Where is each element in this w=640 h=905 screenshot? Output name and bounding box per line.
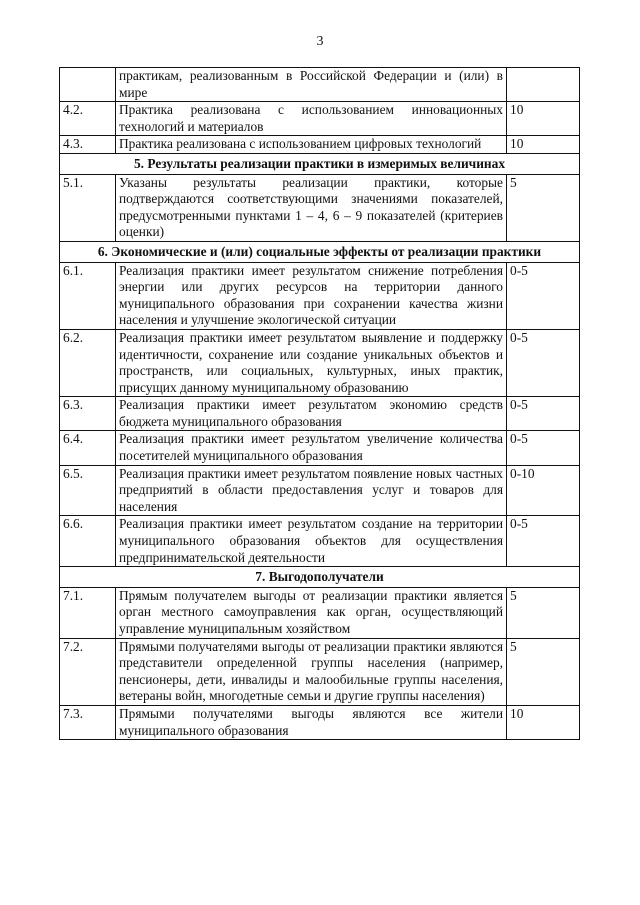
section-title: 5. Результаты реализации практики в измеримых величинах [60,153,580,174]
section-header-row [60,241,580,262]
item-text: Прямым получателем выгоды от реализации практики является орган местного самоуправления как орган, осуществляющий управление муниципальным хозяйством [116,587,507,638]
item-score: 5 [507,638,580,705]
criteria-row [60,329,580,396]
criteria-row [60,516,580,567]
item-number: 4.3. [60,136,116,154]
item-text: Прямыми получателями выгоды являются все жители муниципального образования [116,705,507,739]
item-number: 7.1. [60,587,116,638]
item-number: 7.3. [60,705,116,739]
item-score: 0-5 [507,397,580,431]
item-text: Указаны результаты реализации практики, которые подтверждаются соответствующими значениями показателей, предусмотренными пунктами 1 – 4, 6 – 9 показателей (критериев оценки) [116,174,507,241]
item-score: 0-5 [507,329,580,396]
item-score: 0-5 [507,262,580,329]
section-header-row [60,567,580,588]
criteria-row [60,174,580,241]
section-header-row [60,153,580,174]
criteria-row [60,136,580,154]
item-number: 6.1. [60,262,116,329]
item-score: 0-5 [507,516,580,567]
item-number: 7.2. [60,638,116,705]
item-text: Реализация практики имеет результатом экономию средств бюджета муниципального образования [116,397,507,431]
item-score: 5 [507,174,580,241]
criteria-table [59,67,580,740]
item-number: 4.2. [60,102,116,136]
section-title: 6. Экономические и (или) социальные эффекты от реализации практики [60,241,580,262]
item-number: 6.6. [60,516,116,567]
item-number: 5.1. [60,174,116,241]
item-text: Реализация практики имеет результатом снижение потребления энергии или других ресурсов на территории данного муниципального образования при сохранении качества жизни населения и улучшение экологической ситуации [116,262,507,329]
item-text: Реализация практики имеет результатом увеличение количества посетителей муниципального образования [116,431,507,465]
item-score [507,68,580,102]
criteria-row [60,587,580,638]
item-score: 10 [507,136,580,154]
item-score: 5 [507,587,580,638]
criteria-row [60,102,580,136]
item-text: Практика реализована с использованием цифровых технологий [116,136,507,154]
item-text: Практика реализована с использованием инновационных технологий и материалов [116,102,507,136]
item-score: 10 [507,705,580,739]
page-number: 3 [316,34,324,49]
section-title: 7. Выгодополучатели [60,567,580,588]
criteria-row [60,262,580,329]
item-number: 6.2. [60,329,116,396]
item-text: практикам, реализованным в Российской Федерации и (или) в мире [116,68,507,102]
item-number [60,68,116,102]
item-number: 6.5. [60,465,116,516]
item-text: Прямыми получателями выгоды от реализации практики являются представители определенной группы населения (например, пенсионеры, дети, инвалиды и малообильные группы населения, ветераны войн, многодетные семьи и другие группы населения) [116,638,507,705]
item-score: 0-10 [507,465,580,516]
criteria-row [60,431,580,465]
criteria-row [60,68,580,102]
item-text: Реализация практики имеет результатом выявление и поддержку идентичности, сохранение или создание уникальных объектов и пространств, или социальных, культурных, иных практик, присущих данному муниципальному образованию [116,329,507,396]
criteria-row [60,465,580,516]
criteria-row [60,638,580,705]
item-score: 10 [507,102,580,136]
item-text: Реализация практики имеет результатом появление новых частных предприятий в области предоставления услуг и товаров для населения [116,465,507,516]
item-number: 6.3. [60,397,116,431]
item-score: 0-5 [507,431,580,465]
item-number: 6.4. [60,431,116,465]
criteria-row [60,705,580,739]
criteria-row [60,397,580,431]
item-text: Реализация практики имеет результатом создание на территории муниципального образования объектов для осуществления предпринимательской деятельности [116,516,507,567]
